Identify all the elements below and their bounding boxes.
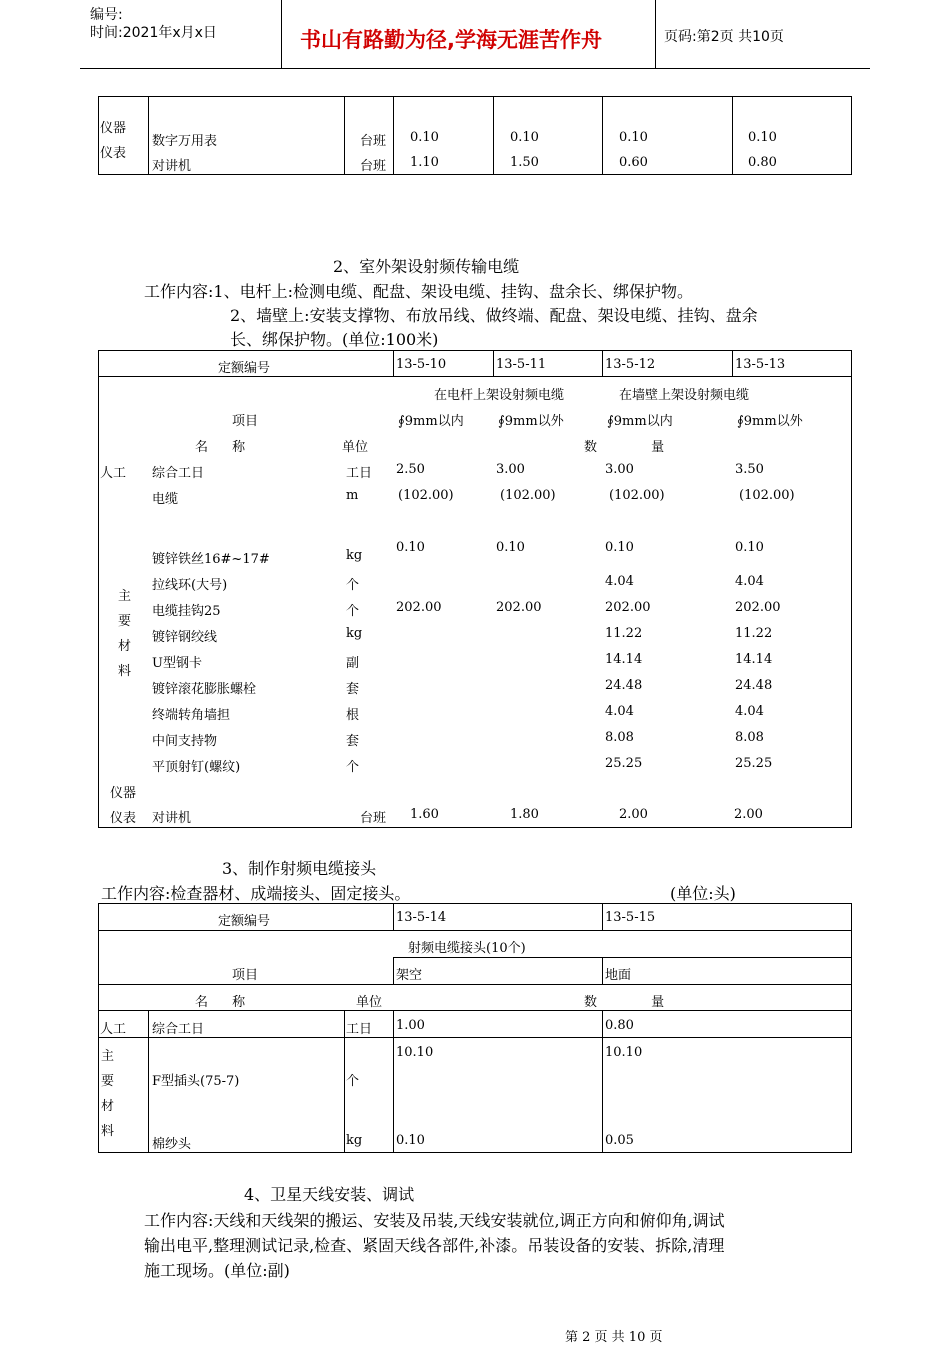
table-cell-value: 14.14 — [735, 652, 773, 667]
table-cell-name: 对讲机 — [152, 811, 192, 826]
name-column-header: 名 称 — [195, 440, 246, 455]
table-cell-unit: 套 — [346, 682, 360, 697]
spec-label: ∮9mm以外 — [737, 414, 803, 429]
table-cell-unit: 个 — [346, 1074, 360, 1089]
table-cell-unit: 个 — [346, 578, 360, 593]
section-title: 3、制作射频电缆接头 — [222, 859, 377, 878]
table-cell-name: 镀锌滚花膨胀螺栓 — [152, 682, 257, 697]
table-cell-name: 电缆 — [152, 492, 179, 507]
table-cell-value: 202.00 — [396, 600, 442, 615]
table-cell-value: 24.48 — [605, 678, 643, 693]
table-cell-unit: kg — [346, 1133, 363, 1148]
table-cell-value: 4.04 — [605, 704, 634, 719]
table-cell-value: 0.10 — [396, 540, 425, 555]
quota-code: 13-5-12 — [605, 357, 656, 372]
group-header: 在电杆上架设射频电缆 — [434, 388, 565, 403]
table-cell-name: 电缆挂钩25 — [152, 604, 221, 619]
table-cell-unit: 个 — [346, 604, 360, 619]
table-cell-value: 3.50 — [735, 462, 764, 477]
quota-label: 定额编号 — [218, 361, 271, 376]
table-cell-unit: 根 — [346, 708, 360, 723]
table-cell-value: 24.48 — [735, 678, 773, 693]
sub-header: 架空 — [396, 968, 423, 983]
quota-code: 13-5-14 — [396, 910, 447, 925]
header-code-label: 编号: — [90, 7, 123, 23]
sub-header: 地面 — [605, 968, 632, 983]
table-cell-value: 2.50 — [396, 462, 425, 477]
work-content-line: 输出电平,整理测试记录,检查、紧固天线各部件,补漆。吊装设备的安装、拆除,清理 — [144, 1236, 725, 1255]
table-cell-unit: 台班 — [360, 811, 387, 826]
table-cell-value: 0.10 — [619, 130, 648, 145]
page-footer: 第 2 页 共 10 页 — [565, 1330, 663, 1345]
header-divider — [281, 0, 282, 68]
table-cell-unit: kg — [346, 626, 363, 641]
table-cell-value: 0.10 — [396, 1133, 425, 1148]
work-content-line: 2、墙壁上:安装支撑物、布放吊线、做终端、配盘、架设电缆、挂钩、盘余 — [230, 306, 758, 325]
table-cell-value: 0.80 — [748, 155, 777, 170]
table-cell-value: (102.00) — [739, 488, 795, 503]
table-cell-value: 0.10 — [510, 130, 539, 145]
spec-label: ∮9mm以内 — [398, 414, 464, 429]
header-time-label: 时间:2021年x月x日 — [90, 25, 217, 41]
table-cell-unit: 工日 — [346, 466, 373, 481]
quota-code: 13-5-11 — [496, 357, 547, 372]
unit-column-header: 单位 — [356, 995, 383, 1010]
group-header: 射频电缆接头(10个) — [408, 941, 526, 956]
table-cell-name: 镀锌钢绞线 — [152, 630, 218, 645]
labor-group-label: 人工 — [100, 466, 127, 481]
material-group-label: 要 — [101, 1074, 115, 1089]
table-cell-unit: 台班 — [360, 159, 387, 174]
table-cell-value: 1.00 — [396, 1018, 425, 1033]
table-cell-unit: 副 — [346, 656, 360, 671]
table-cell-value: 4.04 — [605, 574, 634, 589]
header-page-label: 页码:第2页 共10页 — [664, 29, 784, 45]
table-cell-value: 202.00 — [496, 600, 542, 615]
spec-label: ∮9mm以外 — [498, 414, 564, 429]
table-cell-value: 1.50 — [510, 155, 539, 170]
table-cell-value: 0.60 — [619, 155, 648, 170]
table-cell-value: (102.00) — [398, 488, 454, 503]
header-motto: 书山有路勤为径,学海无涯苦作舟 — [300, 28, 602, 52]
table-cell-unit: 套 — [346, 734, 360, 749]
table-cell-unit: 工日 — [346, 1022, 373, 1037]
quota-code: 13-5-15 — [605, 910, 656, 925]
name-column-header: 名 称 — [195, 995, 246, 1010]
table-cell-name: 数字万用表 — [152, 134, 218, 149]
table-cell-value: 3.00 — [496, 462, 525, 477]
section-title: 2、室外架设射频传输电缆 — [333, 257, 520, 276]
table-cell-value: 10.10 — [605, 1045, 643, 1060]
table-cell-name: 综合工日 — [152, 466, 205, 481]
material-group-label: 料 — [101, 1124, 115, 1139]
table-cell-value: 1.60 — [410, 807, 439, 822]
table-cell-name: 拉线环(大号) — [152, 578, 228, 593]
table-cell-unit: m — [346, 488, 359, 503]
table-cell-value: 0.10 — [748, 130, 777, 145]
table-cell-name: 终端转角墙担 — [152, 708, 231, 723]
table-cell-value: 3.00 — [605, 462, 634, 477]
quota-code: 13-5-10 — [396, 357, 447, 372]
table-cell-value: 2.00 — [619, 807, 648, 822]
instrument-group-label: 仪器 — [100, 121, 127, 136]
table-cell-value: 14.14 — [605, 652, 643, 667]
table-cell-value: 0.80 — [605, 1018, 634, 1033]
table-cell-value: (102.00) — [609, 488, 665, 503]
table-cell-unit: kg — [346, 548, 363, 563]
table-cell-value: 10.10 — [396, 1045, 434, 1060]
table-cell-value: 202.00 — [735, 600, 781, 615]
quantity-column-header: 数 量 — [584, 995, 665, 1010]
material-group-label: 主 — [118, 589, 132, 604]
material-group-label: 材 — [118, 639, 132, 654]
table-cell-value: 4.04 — [735, 704, 764, 719]
table-cell-name: U型钢卡 — [152, 656, 202, 671]
table-cell-value: 4.04 — [735, 574, 764, 589]
table-cell-name: F型插头(75-7) — [152, 1074, 240, 1089]
quota-label: 定额编号 — [218, 914, 271, 929]
material-group-label: 材 — [101, 1099, 115, 1114]
labor-group-label: 人工 — [100, 1022, 127, 1037]
table-cell-name: 棉纱头 — [152, 1137, 192, 1152]
table-cell-unit: 台班 — [360, 134, 387, 149]
table-cell-value: 0.10 — [605, 540, 634, 555]
table-cell-name: 中间支持物 — [152, 734, 218, 749]
table-cell-name: 综合工日 — [152, 1022, 205, 1037]
table-cell-value: 0.05 — [605, 1133, 634, 1148]
table-cell-value: 0.10 — [496, 540, 525, 555]
instrument-group-label: 仪器 — [110, 786, 137, 801]
unit-note: (单位:头) — [670, 884, 736, 903]
table-cell-unit: 个 — [346, 760, 360, 775]
table-cell-value: 8.08 — [605, 730, 634, 745]
spec-label: ∮9mm以内 — [607, 414, 673, 429]
table-cell-value: 25.25 — [605, 756, 643, 771]
work-content-line: 长、绑保护物。(单位:100米) — [230, 330, 439, 349]
quantity-column-header: 数 量 — [584, 440, 665, 455]
material-group-label: 主 — [101, 1049, 115, 1064]
table-cell-value: 11.22 — [735, 626, 773, 641]
table-cell-value: (102.00) — [500, 488, 556, 503]
material-group-label: 要 — [118, 614, 132, 629]
unit-column-header: 单位 — [342, 440, 369, 455]
work-content-line: 施工现场。(单位:副) — [144, 1261, 290, 1280]
table-cell-value: 0.10 — [410, 130, 439, 145]
table-cell-value: 2.00 — [734, 807, 763, 822]
table-cell-value: 11.22 — [605, 626, 643, 641]
instrument-group-label: 仪表 — [110, 811, 137, 826]
material-group-label: 料 — [118, 664, 132, 679]
work-content-line: 工作内容:天线和天线架的搬运、安装及吊装,天线安装就位,调正方向和俯仰角,调试 — [144, 1211, 725, 1230]
item-label: 项目 — [232, 414, 259, 429]
table-cell-name: 对讲机 — [152, 159, 192, 174]
table-cell-value: 1.10 — [410, 155, 439, 170]
quota-code: 13-5-13 — [735, 357, 786, 372]
work-content-line: 工作内容:检查器材、成端接头、固定接头。 — [101, 884, 411, 903]
table-cell-name: 镀锌铁丝16#~17# — [152, 552, 270, 567]
table-cell-value: 1.80 — [510, 807, 539, 822]
section-title: 4、卫星天线安装、调试 — [244, 1185, 415, 1204]
header-divider — [655, 0, 656, 68]
work-content-line: 工作内容:1、电杆上:检测电缆、配盘、架设电缆、挂钩、盘余长、绑保护物。 — [144, 282, 693, 301]
table-cell-value: 202.00 — [605, 600, 651, 615]
instrument-group-label: 仪表 — [100, 146, 127, 161]
table-cell-value: 25.25 — [735, 756, 773, 771]
table-cell-value: 8.08 — [735, 730, 764, 745]
item-label: 项目 — [232, 968, 259, 983]
table-cell-value: 0.10 — [735, 540, 764, 555]
table-cell-name: 平顶射钉(螺纹) — [152, 760, 241, 775]
group-header: 在墙壁上架设射频电缆 — [619, 388, 750, 403]
